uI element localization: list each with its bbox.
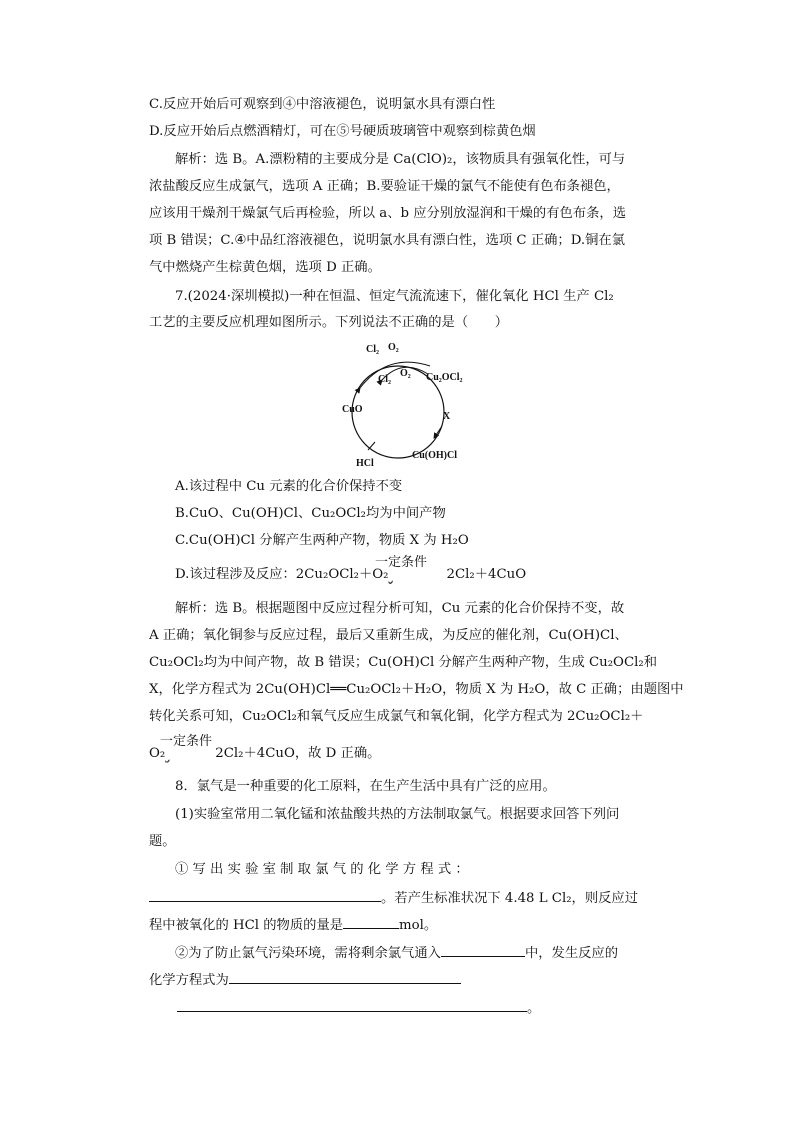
analysis-6-line-2: 浓盐酸反应生成氯气，选项 A 正确；B.要验证干燥的氯气不能使有色布条褪色， [149, 179, 620, 194]
analysis-7-arrow [165, 744, 215, 764]
question-8-2-line-1-head: ②为了防止氯气污染环境，需将剩余氯气通入 [175, 946, 441, 961]
answer-blank-reaction-2[interactable] [177, 997, 527, 1012]
answer-blank-reaction-1[interactable] [229, 969, 461, 984]
question-7-line-1: 7.(2024·深圳模拟)一种在恒温、恒定气流流速下，催化氧化 HCl 生产 Cl₂ [175, 289, 614, 304]
question-7-line-2: 工艺的主要反应机理如图所示。下列说法不正确的是（ ） [149, 315, 509, 330]
question-8-2-line-3 [177, 997, 540, 1019]
analysis-6-line-5: 气中燃烧产生棕黄色烟，选项 D 正确。 [149, 260, 381, 275]
label-hcl: HCl [356, 458, 374, 469]
question-8-1-line-5-head: 程中被氧化的 HCl 的物质的量是 [149, 918, 344, 933]
option-c-prev: C.反应开始后可观察到④中溶液褪色，说明氯水具有漂白性 [149, 97, 496, 112]
analysis-6-line-1: 解析：选 B。A.漂粉精的主要成分是 Ca(ClO)₂，该物质具有强氧化性，可与 [175, 152, 626, 167]
label-o2-top: O₂ [388, 342, 399, 353]
label-cuohcl: Cu(OH)Cl [412, 450, 457, 461]
question-8-1-line-5-tail: mol。 [399, 918, 438, 933]
label-cl2-inner: Cl₂ [378, 374, 391, 385]
analysis-7-line-6 [149, 744, 380, 764]
analysis-7-line-3: Cu₂OCl₂均为中间产物，故 B 错误；Cu(OH)Cl 分解产生两种产物，生成 Cu₂OCl₂和 [149, 655, 657, 670]
analysis-6-line-4: 项 B 错误；C.④中品红溶液褪色，说明氯水具有漂白性，选项 C 正确；D.铜在氯 [149, 233, 626, 248]
option-d [175, 565, 526, 585]
option-d-condition: 一定条件 [375, 555, 428, 570]
analysis-7-line-1: 解析：选 B。根据题图中反应过程分析可知，Cu 元素的化合价保持不变，故 [175, 601, 625, 616]
answer-blank-equation[interactable] [149, 887, 381, 902]
label-cuo: CuO [342, 404, 363, 415]
question-8-1-line-3: ① 写 出 实 验 室 制 取 氯 气 的 化 学 方 程 式 ： [175, 862, 469, 877]
x-arrow [434, 426, 442, 438]
analysis-7-line-5: 转化关系可知，Cu₂OCl₂和氧气反应生成氯气和氧化铜，化学方程式为 2Cu₂OCl₂＋ [149, 709, 644, 724]
option-b: B.CuO、Cu(OH)Cl、Cu₂OCl₂均为中间产物 [175, 506, 446, 521]
option-d-head: D.该过程涉及反应：2Cu₂OCl₂＋O₂ [175, 567, 389, 582]
label-x: X [443, 411, 451, 422]
answer-blank-moles[interactable] [343, 914, 399, 929]
analysis-7-condition: 一定条件 [160, 734, 213, 749]
reaction-cycle-diagram [330, 338, 480, 472]
question-8-end: 。 [527, 1001, 541, 1016]
question-8-1-line-4 [149, 887, 638, 909]
question-8-title: 8．氯气是一种重要的化工原料，在生产生活中具有广泛的应用。 [175, 779, 556, 794]
analysis-7-line-6-tail: 2Cl₂＋4CuO，故 D 正确。 [215, 746, 381, 761]
label-cu2ocl2: Cu₂OCl₂ [426, 372, 463, 383]
question-8-2-line-2 [149, 969, 461, 991]
option-d-prev: D.反应开始后点燃酒精灯，可在⑤号硬质玻璃管中观察到棕黄色烟 [149, 124, 536, 139]
answer-blank-solution[interactable] [441, 942, 525, 957]
analysis-7-line-6-head: O₂ [149, 746, 166, 761]
option-d-arrow [389, 565, 447, 585]
question-8-2-line-1 [175, 942, 618, 964]
question-8-2-line-1-tail: 中，发生反应的 [524, 946, 619, 961]
question-8-1-line-1: (1)实验室常用二氧化锰和浓盐酸共热的方法制取氯气。根据要求回答下列问 [175, 807, 620, 822]
option-d-tail: 2Cl₂＋4CuO [446, 567, 527, 582]
option-c: C.Cu(OH)Cl 分解产生两种产物，物质 X 为 H₂O [175, 533, 469, 548]
analysis-7-line-4: X，化学方程式为 2Cu(OH)Cl══Cu₂OCl₂＋H₂O，物质 X 为 H₂O，故 C 正确；由题图中 [149, 682, 684, 697]
hcl-arrow [368, 442, 375, 450]
question-8-2-line-2-head: 化学方程式为 [149, 973, 229, 988]
option-a: A.该过程中 Cu 元素的化合价保持不变 [175, 479, 403, 494]
question-8-1-line-4-text: 。若产生标准状况下 4.48 L Cl₂，则反应过 [381, 891, 639, 906]
question-8-1-line-5 [149, 914, 437, 936]
analysis-6-line-3: 应该用干燥剂干燥氯气后再检验，所以 a、b 应分别放湿润和干燥的有色布条，选 [149, 206, 626, 221]
label-o2-inner: O₂ [400, 368, 411, 379]
analysis-7-line-2: A 正确；氧化铜参与反应过程，最后又重新生成，为反应的催化剂，Cu(OH)Cl、 [149, 628, 628, 643]
label-cl2-top: Cl₂ [366, 344, 379, 355]
question-8-1-line-2: 题。 [149, 834, 176, 849]
